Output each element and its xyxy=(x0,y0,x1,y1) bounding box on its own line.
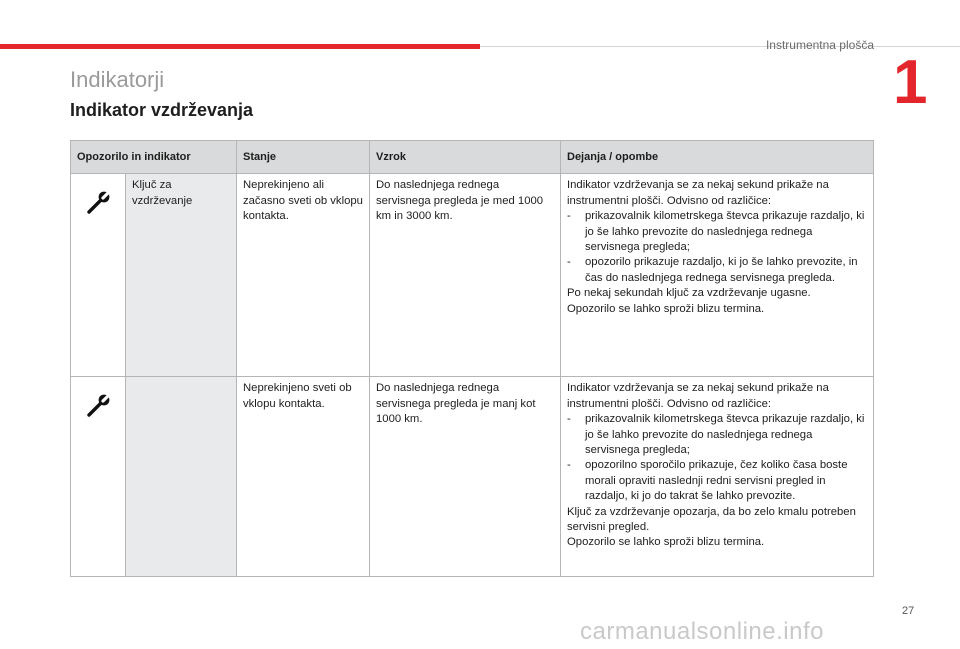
state-cell: Neprekinjeno sveti ob vklopu kontakta. xyxy=(237,377,370,577)
table-row xyxy=(71,174,874,377)
indicator-label: Ključ za vzdrževanje xyxy=(126,174,237,377)
header-divider xyxy=(480,46,960,47)
notes-line: Po nekaj sekundah ključ za vzdrževanje ugasne. xyxy=(567,287,811,300)
indicator-label xyxy=(126,377,237,577)
notes-cell xyxy=(561,377,874,577)
column-header-cause: Vzrok xyxy=(370,141,561,174)
indicator-table xyxy=(70,140,874,577)
running-title: Instrumentna plošča xyxy=(765,38,874,52)
notes-line: Opozorilo se lahko sproži blizu termina. xyxy=(567,302,765,315)
list-item: - prikazovalnik kilometrskega števca prikazuje razdaljo, ki jo še lahko prevozite do naslednjega rednega servisnega pregleda; xyxy=(567,412,867,458)
notes-intro: Indikator vzdrževanja se za nekaj sekund prikaže na instrumentni plošči. Odvisno od različice: xyxy=(567,382,829,410)
column-header-notes: Dejanja / opombe xyxy=(561,141,874,174)
column-header-state: Stanje xyxy=(237,141,370,174)
cause-cell: Do naslednjega rednega servisnega pregleda je manj kot 1000 km. xyxy=(370,377,561,577)
page-number: 27 xyxy=(902,605,915,617)
table-header-row xyxy=(71,141,874,174)
list-item-text: opozorilo prikazuje razdaljo, ki jo še lahko prevozite, in čas do naslednjega rednega servisnega pregleda. xyxy=(585,256,858,284)
column-header-indicator: Opozorilo in indikator xyxy=(71,141,237,174)
chapter-number: 1 xyxy=(893,48,928,117)
watermark: carmanualsonline.info xyxy=(580,618,824,645)
list-item-text: prikazovalnik kilometrskega števca prikazuje razdaljo, ki jo še lahko prevozite do naslednjega rednega servisnega pregleda; xyxy=(585,413,865,457)
cause-cell: Do naslednjega rednega servisnega pregleda je med 1000 km in 3000 km. xyxy=(370,174,561,377)
wrench-icon xyxy=(83,188,113,223)
icon-cell xyxy=(71,174,126,377)
sub-title: Indikator vzdrževanja xyxy=(70,100,254,120)
header-accent-bar xyxy=(0,44,480,49)
wrench-icon xyxy=(83,391,113,426)
list-item-text: prikazovalnik kilometrskega števca prikazuje razdaljo, ki jo še lahko prevozite do naslednjega rednega servisnega pregleda; xyxy=(585,210,865,254)
notes-cell xyxy=(561,174,874,377)
list-item-text: opozorilno sporočilo prikazuje, čez koliko časa boste morali opraviti naslednji redni servisni pregled in razdaljo, ki jo do takrat še lahko prevozite. xyxy=(585,459,848,503)
table-row xyxy=(71,377,874,577)
notes-intro: Indikator vzdrževanja se za nekaj sekund prikaže na instrumentni plošči. Odvisno od različice: xyxy=(567,179,829,207)
state-cell: Neprekinjeno ali začasno sveti ob vklopu kontakta. xyxy=(237,174,370,377)
list-item: - opozorilno sporočilo prikazuje, čez koliko časa boste morali opraviti naslednji redni servisni pregled in razdaljo, ki jo do takrat še lahko prevozite. xyxy=(567,458,867,504)
notes-line: Opozorilo se lahko sproži blizu termina. xyxy=(567,536,765,549)
list-item: - opozorilo prikazuje razdaljo, ki jo še lahko prevozite, in čas do naslednjega rednega servisnega pregleda. xyxy=(567,255,867,286)
section-title: Indikatorji xyxy=(70,67,165,92)
notes-line: Ključ za vzdrževanje opozarja, da bo zelo kmalu potreben servisni pregled. xyxy=(567,505,856,534)
list-item: - prikazovalnik kilometrskega števca prikazuje razdaljo, ki jo še lahko prevozite do naslednjega rednega servisnega pregleda; xyxy=(567,209,867,255)
icon-cell xyxy=(71,377,126,577)
